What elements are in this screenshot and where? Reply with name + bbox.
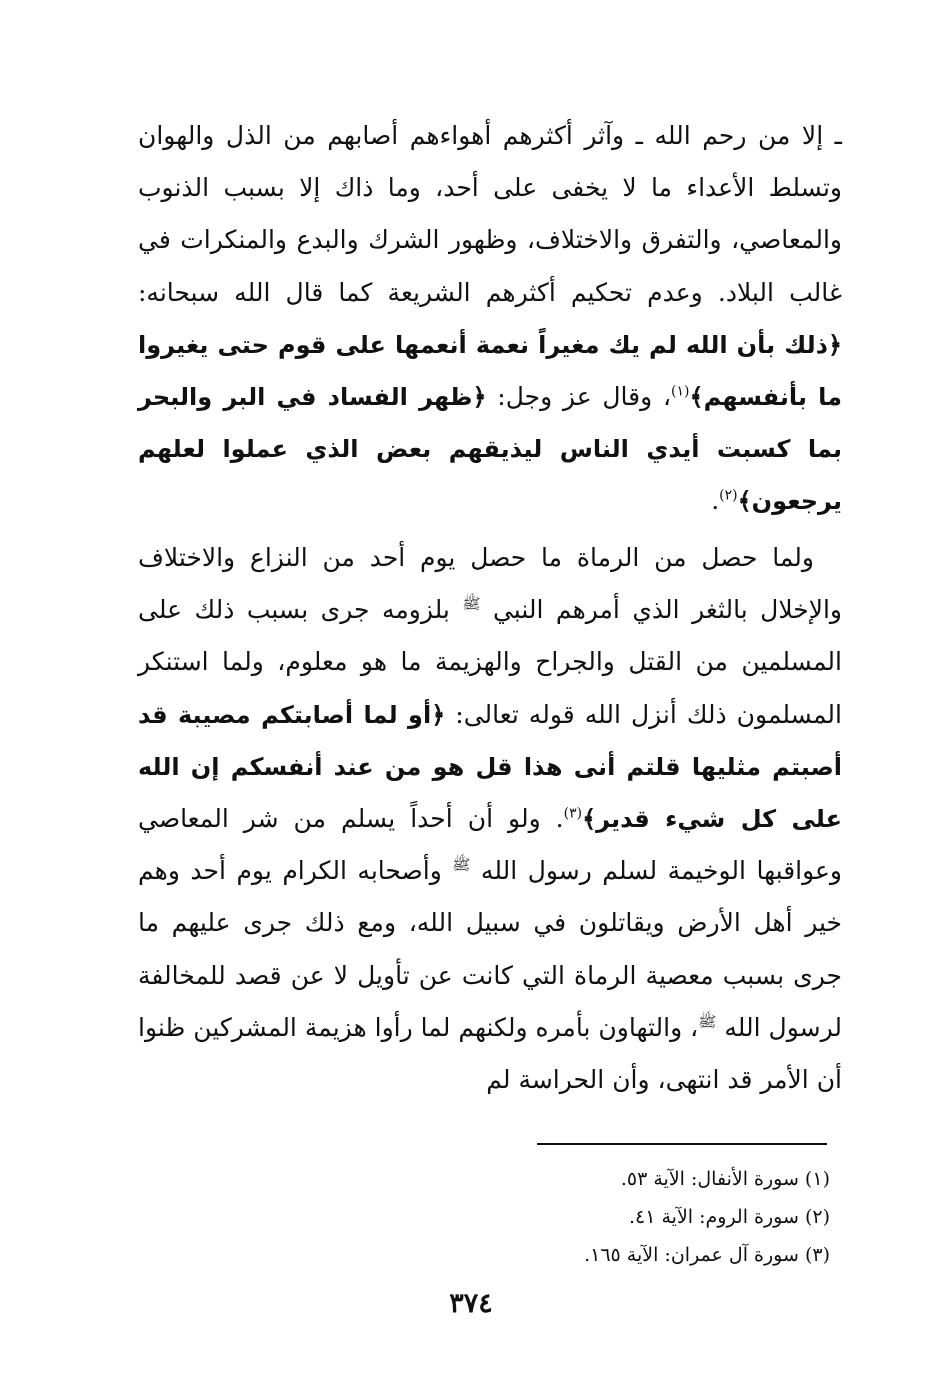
- verse-text: ظهر الفساد في البر والبحر بما كسبت أيدي الناس ليذيقهم بعض الذي عملوا لعلهم يرجعون: [138, 383, 842, 516]
- text-run: ، والتهاون بأمره ولكنهم لما رأوا هزيمة المشركين ظنوا أن الأمر قد انتهى، وأن الحراسة لم: [138, 1012, 842, 1095]
- page-number: ٣٧٤: [449, 1288, 493, 1319]
- footnote-item: (٢) سورة الروم: الآية ٤١.: [628, 1206, 830, 1228]
- paragraph-text: [138, 110, 842, 528]
- footnote-ref: (٣): [563, 805, 583, 822]
- text-run: وأصحابه الكرام يوم أحد وهم خير أهل الأرض ويقاتلون في سبيل الله، ومع ذلك جرى عليهم ما جرى بسبب معصية الرماة التي كانت عن تأويل لا عن قصد للمخالفة لرسول الله: [138, 856, 842, 1042]
- verse-bracket-close: ﴾: [582, 805, 597, 834]
- verse-text: أو لما أصابتكم مصيبة قد أصبتم مثليها قلتم أنى هذا قل هو من عند أنفسكم إن الله على كل شيء قدير: [138, 700, 842, 834]
- footnotes: [584, 1160, 830, 1274]
- text-run: .: [711, 486, 720, 516]
- verse-bracket-open: ﴿: [472, 383, 487, 412]
- footnote-ref: (١): [671, 383, 690, 400]
- verse-text: ذلك بأن الله لم يك مغيراً نعمة أنعمها على قوم حتى يغيروا ما بأنفسهم: [138, 330, 842, 412]
- text-run: ، وقال عز وجل:: [486, 382, 672, 412]
- text-run: ـ إلا من رحم الله ـ وآثر أكثرهم أهواءهم أصابهم من الذل والهوان وتسلط الأعداء ما لا يخفى على أحد، وما ذاك إلا بسبب الذنوب والمعاصي، والتفرق والاختلاف، وظهور الشرك والبدع والمنكرات في غالب البلاد. وعدم تحكيم أكثرهم الشريعة كما قال الله سبحانه:: [138, 121, 842, 307]
- body-paragraph-1: [138, 110, 842, 528]
- footnote-ref: (٢): [719, 488, 738, 505]
- salutation-ligature: ﷺ: [452, 855, 471, 874]
- verse-bracket-close: ﴾: [737, 487, 752, 516]
- verse-bracket-open: ﴿: [827, 330, 842, 359]
- verse-bracket-close: ﴾: [689, 383, 704, 412]
- text-run: . ولو أن أحداً يسلم من شر المعاصي وعواقبها الوخيمة لسلم رسول الله: [138, 804, 842, 886]
- salutation-ligature: ﷺ: [698, 1012, 717, 1031]
- salutation-ligature: ﷺ: [462, 594, 481, 613]
- text-run: ولما حصل من الرماة ما حصل يوم أحد من النزاع والاختلاف والإخلال بالثغر الذي أمرهم النبي: [138, 543, 842, 625]
- body-paragraph-2: [138, 532, 842, 1106]
- verse-bracket-open: ﴿: [431, 700, 446, 729]
- footnote-item: (١) سورة الأنفال: الآية ٥٣.: [620, 1168, 830, 1190]
- paragraph-text: [138, 532, 842, 1106]
- text-run: بلزومه جرى بسبب ذلك على المسلمين من القتل والجراح والهزيمة ما هو معلوم، ولما استنكر المسلمون ذلك أنزل الله قوله تعالى:: [138, 595, 842, 729]
- footnote-item: (٣) سورة آل عمران: الآية ١٦٥.: [584, 1244, 830, 1266]
- footnote-divider: [537, 1143, 827, 1145]
